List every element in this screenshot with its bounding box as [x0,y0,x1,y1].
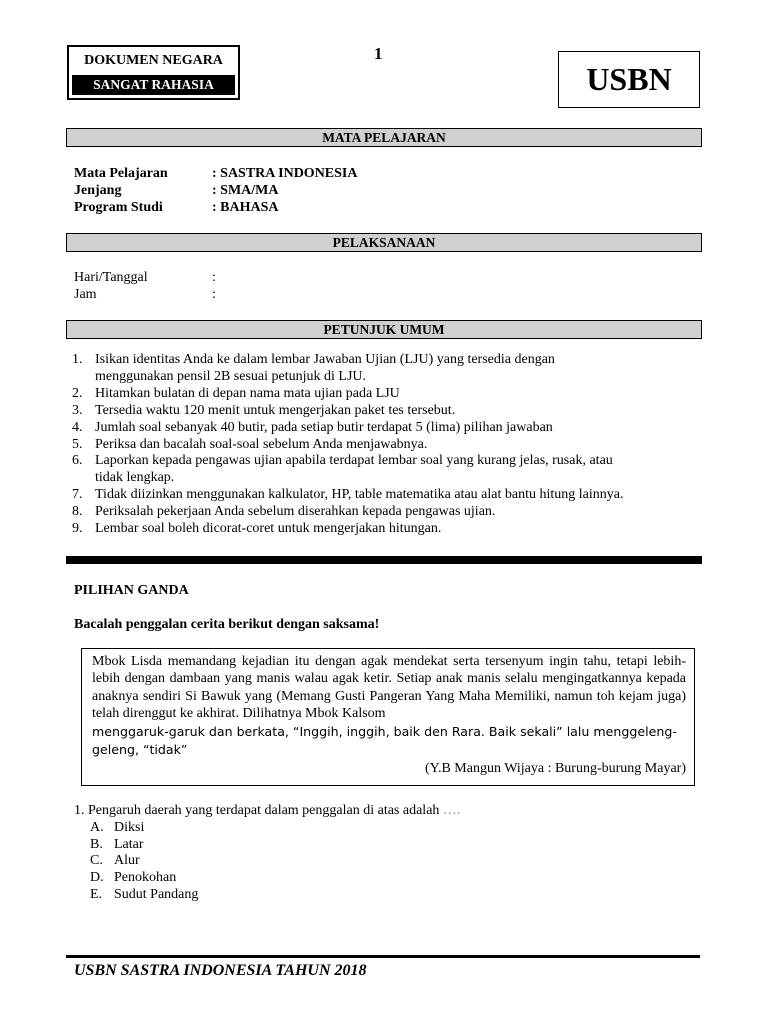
level-info-value: : SMA/MA [212,183,279,198]
instruction-number: 7. [72,487,83,503]
instruction-number: 1. [72,352,83,367]
instruction-text: Periksa dan bacalah soal-soal sebelum Anda menjawabnya. [95,436,428,452]
instruction-item [72,521,702,538]
answer-option-a[interactable]: A. Diksi [90,819,145,835]
instruction-item [72,352,702,386]
passage-source: (Y.B Mangun Wijaya : Burung-burung Mayar) [425,761,686,777]
question-stem: 1. Pengaruh daerah yang terdapat dalam penggalan di atas adalah …. [74,803,461,818]
answer-option-e[interactable]: E. Sudut Pandang [90,886,199,902]
page-number: 1 [374,44,383,63]
instruction-number: 8. [72,504,83,520]
instruction-text: Lembar soal boleh dicorat-coret untuk mengerjakan hitungan. [95,521,442,537]
instructions-list [72,352,702,538]
passage-box [81,648,695,786]
subject-info-value: : SASTRA INDONESIA [212,166,358,181]
section-divider [66,556,702,564]
answer-option-b[interactable]: B. Latar [90,836,144,852]
answer-option-d[interactable]: D. Penokohan [90,870,177,886]
instruction-item [72,420,702,437]
subject-info-label: Mata Pelajaran [74,166,168,181]
section-instructions-bar: PETUNJUK UMUM [66,320,702,339]
instruction-number: 3. [72,402,83,418]
instruction-number: 6. [72,453,83,469]
question-1 [74,803,460,904]
instruction-number: 5. [72,436,83,452]
exam-code-box: USBN [558,51,700,108]
passage-text: Mbok Lisda memandang kejadian itu dengan agak mendekat serta tersenyum ingin tahu, tetapi lebih-lebih dengan dambaan yang manis walau agak ketir. Setiap anak manis selalu mengingatkannya kepada anaknya sendiri Si Bawuk yang (Memang Gusti Pangeran Yang Maha Memiliki, namun toh kejam juga) telah direnggut ke akhirat. Dilihatnya Mbok Kalsom menggaruk-garuk dan berkata, “Inggih, inggih, baik den Rara. Baik sekali” lalu menggeleng- geleng, “tidak” [92,654,686,758]
instruction-item [72,386,702,403]
passage-instruction: Bacalah penggalan cerita berikut dengan saksama! [74,617,380,632]
instruction-text: Tidak diizinkan menggunakan kalkulator, HP, table matematika atau alat bantu hitung lainnya. [95,487,624,503]
instruction-number: 2. [72,385,83,401]
footer-title: USBN SASTRA INDONESIA TAHUN 2018 [74,962,367,979]
answer-option-c[interactable]: C. Alur [90,853,140,869]
time-label: Jam [74,287,97,302]
instruction-text: Jumlah soal sebanyak 40 butir, pada setiap butir terdapat 5 (lima) pilihan jawaban [95,419,553,435]
program-info-label: Program Studi [74,200,163,215]
instruction-text: Laporkan kepada pengawas ujian apabila terdapat lembar soal yang kurang jelas, rusak, atau tidak lengkap. [95,453,613,486]
document-classification-box [67,45,240,100]
doc-label: DOKUMEN NEGARA [84,53,223,68]
instruction-number: 9. [72,521,83,537]
instruction-item [72,453,702,487]
secret-label: SANGAT RAHASIA [72,75,235,95]
instruction-item [72,487,702,504]
date-label: Hari/Tanggal [74,270,148,285]
instruction-number: 4. [72,419,83,435]
footer-rule [66,955,700,958]
level-info-label: Jenjang [74,183,122,198]
section-execution-bar: PELAKSANAAN [66,233,702,252]
instruction-text: Hitamkan bulatan di depan nama mata ujian pada LJU [95,385,400,401]
instruction-text: Tersedia waktu 120 menit untuk mengerjakan paket tes tersebut. [95,402,456,418]
instruction-text: Periksalah pekerjaan Anda sebelum diserahkan kepada pengawas ujian. [95,504,496,520]
part-title: PILIHAN GANDA [74,583,189,598]
time-value: : [212,287,216,302]
program-info-value: : BAHASA [212,200,279,215]
instruction-item [72,504,702,521]
instruction-text: Isikan identitas Anda ke dalam lembar Jawaban Ujian (LJU) yang tersedia dengan menggunakan pensil 2B sesuai petunjuk di LJU. [95,352,555,384]
date-value: : [212,270,216,285]
instruction-item [72,437,702,454]
section-subject-bar: MATA PELAJARAN [66,128,702,147]
instruction-item [72,403,702,420]
